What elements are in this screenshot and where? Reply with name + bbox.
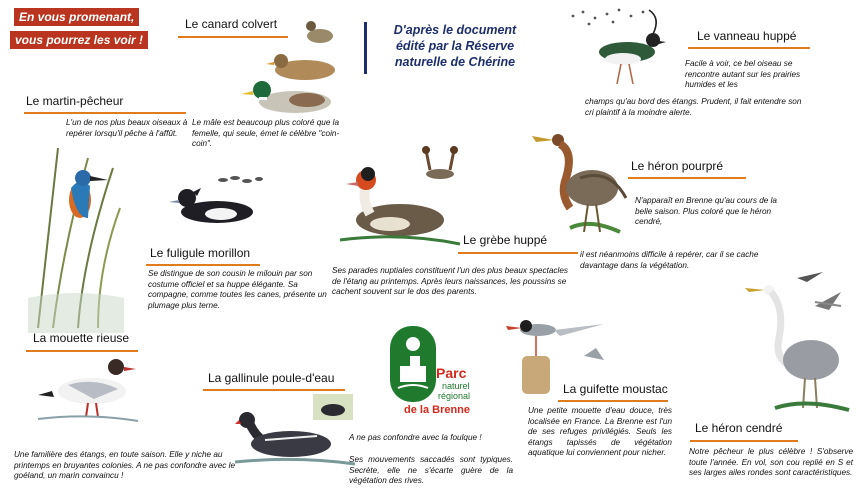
guifette-title: La guifette moustac bbox=[563, 382, 668, 396]
parc-name: de la Brenne bbox=[404, 404, 471, 416]
heron-pourpre-illustration bbox=[530, 128, 630, 238]
source-divider bbox=[364, 22, 367, 74]
fuligule-illustration bbox=[165, 172, 265, 226]
fuligule-rule bbox=[146, 264, 260, 266]
heron-pourpre-rule bbox=[628, 177, 746, 179]
parc-line-3: régional bbox=[438, 391, 471, 401]
heron-cendre-illustration bbox=[745, 268, 855, 418]
martin-rule bbox=[24, 112, 186, 114]
heron-pourpre-desc-1: N'apparaît en Brenne qu'au cours de la belle saison. Plus coloré que le héron cendré, bbox=[635, 196, 777, 227]
mouette-desc: Une familière des étangs, en toute saison. Elle y niche au printemps en bruyantes colonies. A ne pas confondre avec le goéland, un marin convaincu ! bbox=[14, 450, 236, 481]
source-line-1: D'après le document bbox=[393, 23, 517, 37]
martin-illustration bbox=[28, 148, 124, 333]
parc-line-2: naturel bbox=[442, 381, 470, 391]
grebe-desc: Ses parades nuptiales constituent l'un des plus beaux spectacles de l'étang au printemps. Après leurs naissances, les poussins se cachent souvent sur le dos des parents. bbox=[332, 266, 568, 297]
gallinule-title: La gallinule poule-d'eau bbox=[208, 371, 335, 385]
heron-cendre-title: Le héron cendré bbox=[695, 421, 783, 435]
canard-desc: Le mâle est beaucoup plus coloré que la femelle, qui seule, émet le célèbre "coin-coin". bbox=[192, 118, 340, 149]
gallinule-illustration bbox=[235, 392, 355, 472]
canard-illustration bbox=[225, 14, 355, 114]
vanneau-illustration bbox=[565, 4, 685, 88]
vanneau-rule bbox=[688, 47, 810, 49]
fuligule-desc: Se distingue de son cousin le milouin par son costume officiel et sa huppe élégante. Sa compagne, comme toutes les canes, présente un plumage plus terne. bbox=[148, 269, 327, 310]
canard-title: Le canard colvert bbox=[185, 17, 278, 31]
banner-line-1: En vous promenant, bbox=[14, 8, 139, 26]
source-note bbox=[370, 22, 540, 70]
vanneau-desc-2: champs qu'au bord des étangs. Prudent, il fait entendre son cri plaintif à la moindre alerte. bbox=[585, 97, 802, 117]
gallinule-desc-1: A ne pas confondre avec la foulque ! bbox=[349, 433, 482, 442]
mouette-rule bbox=[26, 350, 138, 352]
grebe-rule bbox=[458, 252, 578, 254]
guifette-desc: Une petite mouette d'eau douce, très localisée en France. La Brenne est l'un de ses refuges privilégiés. Seuls les étangs tapissés de végétation aquatique lui conviennent pour nicher. bbox=[528, 406, 672, 458]
grebe-title: Le grèbe huppé bbox=[463, 233, 548, 247]
gallinule-rule bbox=[203, 389, 345, 391]
fuligule-title: Le fuligule morillon bbox=[150, 246, 251, 260]
source-line-3: naturelle de Chérine bbox=[394, 55, 516, 69]
vanneau-title: Le vanneau huppé bbox=[697, 29, 797, 43]
martin-desc: L'un de nos plus beaux oiseaux à repérer lorsqu'il pêche à l'affût. bbox=[66, 118, 188, 138]
banner-line-2: vous pourrez les voir ! bbox=[10, 31, 148, 49]
mouette-title: La mouette rieuse bbox=[33, 331, 130, 345]
mouette-illustration bbox=[38, 355, 138, 425]
source-line-2: édité par la Réserve bbox=[395, 39, 515, 53]
gallinule-desc-2: Ses mouvements saccadés sont typiques. Secrète, elle ne s'écarte guère de la végétation des rives. bbox=[349, 455, 513, 486]
heron-pourpre-desc-2: il est néanmoins difficile à repérer, car il se cache davantage dans la végétation. bbox=[580, 250, 759, 270]
martin-title: Le martin-pêcheur bbox=[26, 94, 124, 108]
vanneau-desc-1: Facile à voir, ce bel oiseau se rencontre autant sur les prairies humides et les bbox=[685, 59, 801, 90]
heron-pourpre-title: Le héron pourpré bbox=[631, 159, 724, 173]
parc-word: Parc bbox=[436, 365, 467, 381]
guifette-rule bbox=[558, 400, 668, 402]
heron-cendre-rule bbox=[690, 440, 798, 442]
parc-logo-icon bbox=[390, 326, 436, 402]
grebe-illustration bbox=[330, 140, 470, 258]
heron-cendre-desc: Notre pêcheur le plus célèbre ! S'observe toute l'année. En vol, son cou replié en S et ses larges ailes rondes sont caractéristiques. bbox=[689, 447, 853, 478]
